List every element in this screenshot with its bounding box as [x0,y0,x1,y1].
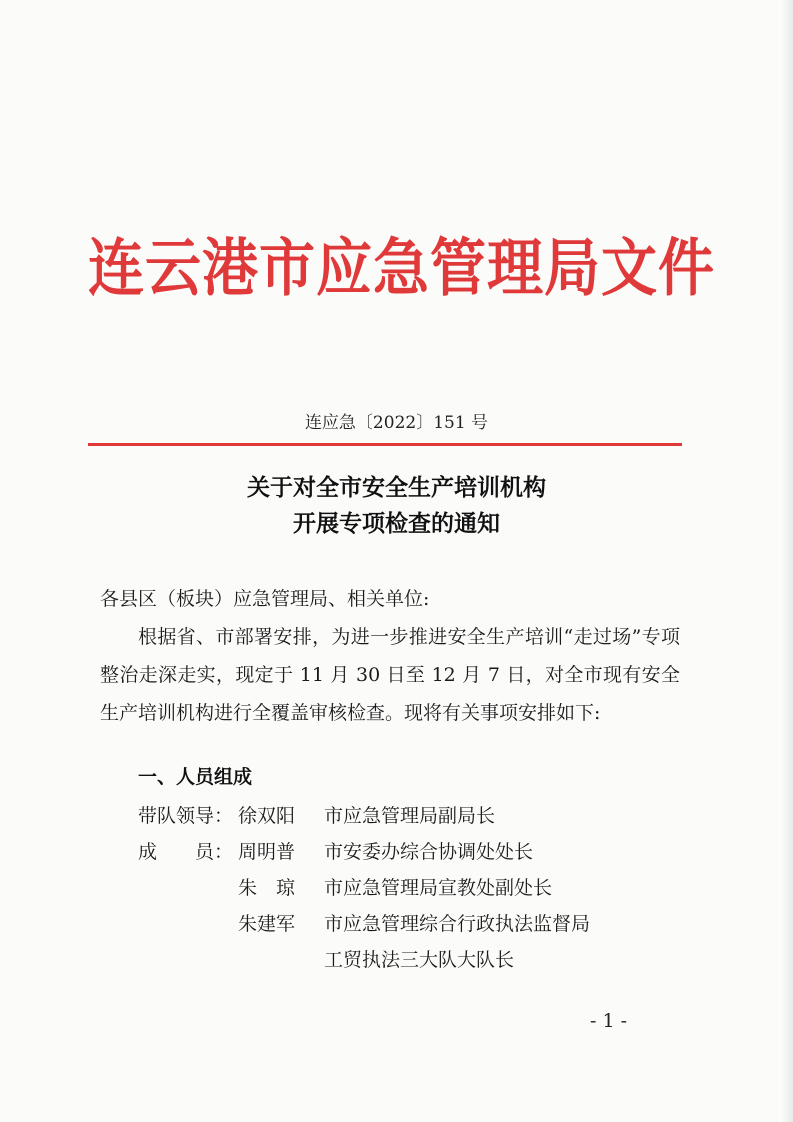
notice-title-line-1: 关于对全市安全生产培训机构 [247,474,546,501]
member-name: 朱 琼 [238,877,296,899]
member-title: 市应急管理局宣教处副处长 [324,877,553,899]
member-role: 带队领导： [138,805,234,827]
member-title: 市安委办综合协调处处长 [324,841,534,863]
document-number: 连应急〔2022〕151 号 [304,413,489,433]
notice-title-line-2: 开展专项检查的通知 [293,510,500,537]
salutation: 各县区（板块）应急管理局、相关单位: [100,588,430,610]
member-role: 成 员： [138,841,234,863]
member-title: 市应急管理综合行政执法监督局 [324,913,591,935]
member-title: 市应急管理局副局长 [324,805,496,827]
member-title: 工贸执法三大队大队长 [324,949,515,971]
member-name: 朱建军 [238,913,296,935]
member-row [138,798,658,834]
member-row [138,870,658,906]
member-name: 徐双阳 [238,805,296,827]
section-heading-personnel: 一、人员组成 [138,766,253,788]
body-paragraph: 根据省、市部署安排，为进一步推进安全生产培训“走过场”专项整治走深走实，现定于 11 月 30 日至 12 月 7 日，对全市现有安全生产培训机构进行全覆盖审核检查。现将有关事项安排如下: [100,626,680,724]
member-row [138,942,658,978]
scan-edge [779,0,793,1122]
page-number: - 1 - [590,1010,628,1032]
red-divider-line [88,443,682,446]
notice-title [0,470,793,542]
agency-header-title: 连云港市应急管理局文件 [88,231,715,306]
member-row [138,834,658,870]
member-name: 周明普 [238,841,296,863]
member-row [138,906,658,942]
